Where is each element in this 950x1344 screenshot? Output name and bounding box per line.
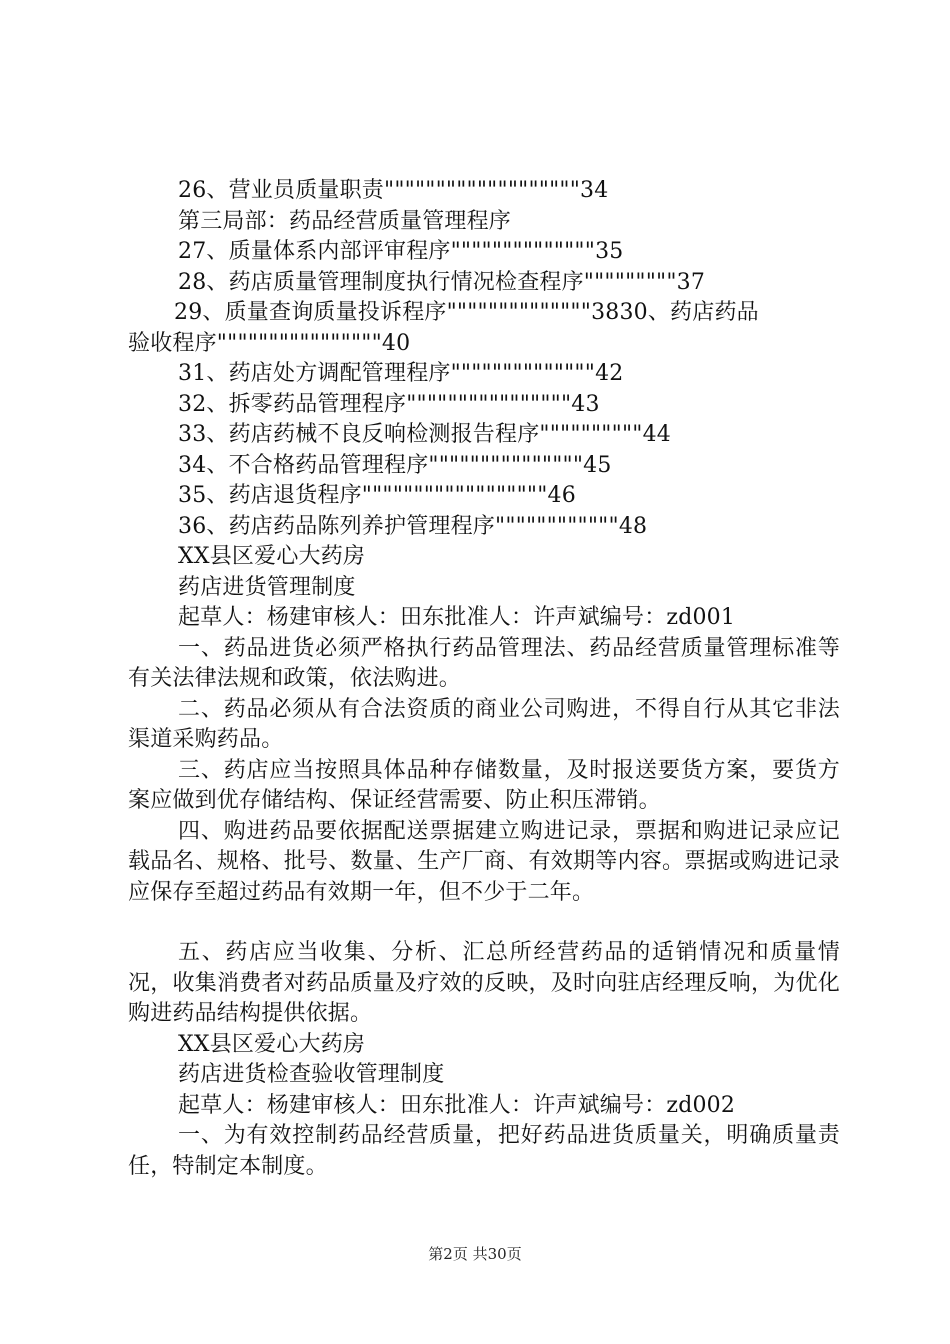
section2-meta: 起草人：杨建审核人：田东批准人：许声斌编号：zd002 [178, 1092, 736, 1118]
section1-paragraph-2: 二、药品必须从有合法资质的商业公司购进，不得自行从其它非法渠道采购药品。 [128, 696, 840, 752]
toc-item-33: 33、药店药械不良反响检测报告程序""""""""""44 [178, 422, 671, 447]
section1-paragraph-3: 三、药店应当按照具体品种存储数量，及时报送要货方案，要货方案应做到优存储结构、保证经营需要、防止积压滞销。 [128, 757, 840, 813]
section2-org-name: XX县区爱心大药房 [178, 1031, 366, 1057]
toc-item-35: 35、药店退货程序""""""""""""""""""46 [178, 483, 576, 508]
toc-item-31: 31、药店处方调配管理程序""""""""""""""42 [178, 361, 624, 386]
toc-item-28: 28、药店质量管理制度执行情况检查程序"""""""""37 [178, 269, 706, 295]
toc-part-3-heading: 第三局部：药品经营质量管理程序 [178, 208, 512, 234]
section1-meta: 起草人：杨建审核人：田东批准人：许声斌编号：zd001 [178, 605, 736, 630]
page-number-footer: 第2页 共30页 [428, 1245, 522, 1263]
section2-paragraph-1: 一、为有效控制药品经营质量，把好药品进货质量关，明确质量责任，特制定本制度。 [128, 1123, 840, 1179]
toc-item-26: 26、营业员质量职责"""""""""""""""""""34 [178, 178, 609, 203]
section1-paragraph-4: 四、购进药品要依据配送票据建立购进记录，票据和购进记录应记载品名、规格、批号、数量、生产厂商、有效期等内容。票据或购进记录应保存至超过药品有效期一年，但不少于二年。 [128, 818, 840, 905]
toc-item-27: 27、质量体系内部评审程序""""""""""""""35 [178, 239, 624, 264]
section1-paragraph-1: 一、药品进货必须严格执行药品管理法、药品经营质量管理标准等有关法律法规和政策，依法购进。 [128, 635, 840, 691]
toc-item-30-continued: 验收程序""""""""""""""""40 [128, 330, 411, 356]
toc-item-34: 34、不合格药品管理程序"""""""""""""""45 [178, 452, 612, 478]
section2-title: 药店进货检查验收管理制度 [178, 1062, 445, 1087]
document-body [128, 176, 840, 1182]
section1-paragraph-5: 五、药店应当收集、分析、汇总所经营药品的适销情况和质量情况，收集消费者对药品质量及疗效的反映，及时向驻店经理反响，为优化购进药品结构提供依据。 [128, 940, 840, 1026]
section1-org-name: XX县区爱心大药房 [178, 544, 366, 569]
paragraph-gap [128, 908, 840, 938]
toc-item-29: 29、质量查询质量投诉程序""""""""""""""3830、药店药品 [174, 300, 759, 325]
toc-item-32: 32、拆零药品管理程序""""""""""""""""43 [178, 391, 600, 417]
section1-title: 药店进货管理制度 [178, 574, 356, 600]
toc-item-36: 36、药店药品陈列养护管理程序""""""""""""48 [178, 513, 648, 539]
